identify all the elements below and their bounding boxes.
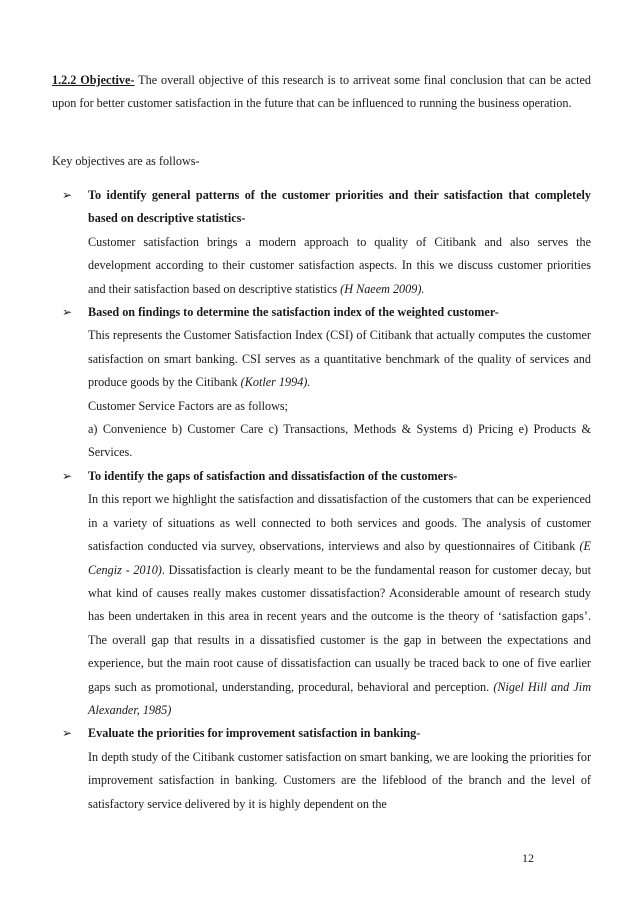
- citation: (E Cengiz - 2010): [88, 539, 591, 577]
- objective-intro-paragraph: [52, 69, 591, 116]
- citation: (Nigel Hill and Jim Alexander, 1985): [88, 679, 591, 717]
- objective-text: [88, 324, 591, 394]
- objective-item-1: [62, 184, 591, 301]
- objective-text: [88, 231, 591, 301]
- objective-item-3: [62, 465, 591, 722]
- objective-intro-text: The overall objective of this research is to arriveat some final conclusion that can be acted upon for better customer satisfaction in the future that can be influenced to running the business operation.: [52, 73, 591, 111]
- arrow-bullet-icon: ➢: [62, 468, 73, 483]
- objective-text: [88, 488, 591, 722]
- service-factors-list: a) Convenience b) Customer Care c) Transactions, Methods & Systems d) Pricing e) Products & Services.: [88, 422, 591, 460]
- objective-heading: To identify the gaps of satisfaction and dissatisfaction of the customers-: [88, 468, 458, 483]
- key-objectives-label: Key objectives are as follows-: [52, 154, 200, 168]
- objective-item-4: [62, 722, 591, 816]
- objective-body: Customer satisfaction brings a modern approach to quality of Citibank and also serves the development according to their customer satisfaction aspects. In this we discuss customer priorities and their satisfaction based on descriptive statistics: [88, 234, 591, 296]
- page-number: 12: [522, 851, 534, 865]
- service-factors-label: Customer Service Factors are as follows;: [88, 398, 289, 413]
- objective-heading: Based on findings to determine the satisfaction index of the weighted customer-: [88, 305, 499, 320]
- arrow-bullet-icon: ➢: [62, 188, 73, 202]
- arrow-bullet-icon: ➢: [62, 305, 73, 320]
- citation: (H Naeem 2009).: [340, 281, 425, 296]
- objective-text: In depth study of the Citibank customer satisfaction on smart banking, we are looking the priorities for improvement satisfaction in banking. Customers are the lifeblood of the branch and the level of satisfactory service delivered by it is highly dependent on the: [88, 749, 591, 811]
- objectives-list: [62, 184, 591, 816]
- citation: (Kotler 1994).: [240, 375, 311, 390]
- section-heading: 1.2.2 Objective-: [52, 73, 135, 87]
- objective-heading: To identify general patterns of the customer priorities and their satisfaction that completely based on descriptive statistics-: [88, 188, 591, 226]
- objective-heading: Evaluate the priorities for improvement satisfaction in banking-: [88, 726, 421, 741]
- objective-body-continued: . Dissatisfaction is clearly meant to be the fundamental reason for customer decay, but what kind of causes really makes customer dissatisfaction? Aconsiderable amount of research study has been undertaken in this area in recent years and the outcome is the theory of ‘satisfaction gaps’. The overall gap that results in a dissatisfied customer is the gap in between the expectations and experience, but the main root cause of dissatisfaction can usually be traced back to one of five earlier gaps such as promotional, understanding, procedural, behavioral and perception.: [88, 562, 591, 694]
- objective-body: This represents the Customer Satisfaction Index (CSI) of Citibank that actually computes the customer satisfaction on smart banking. CSI serves as a quantitative benchmark of the quality of services and produce goods by the Citibank: [88, 328, 591, 390]
- arrow-bullet-icon: ➢: [62, 726, 73, 741]
- objective-body: In this report we highlight the satisfaction and dissatisfaction of the customers that can be experienced in a variety of situations as well connected to both services and goods. The analysis of customer satisfaction conducted via survey, observations, interviews and also by questionnaires of Citibank: [88, 492, 591, 554]
- objective-item-2: [62, 301, 591, 465]
